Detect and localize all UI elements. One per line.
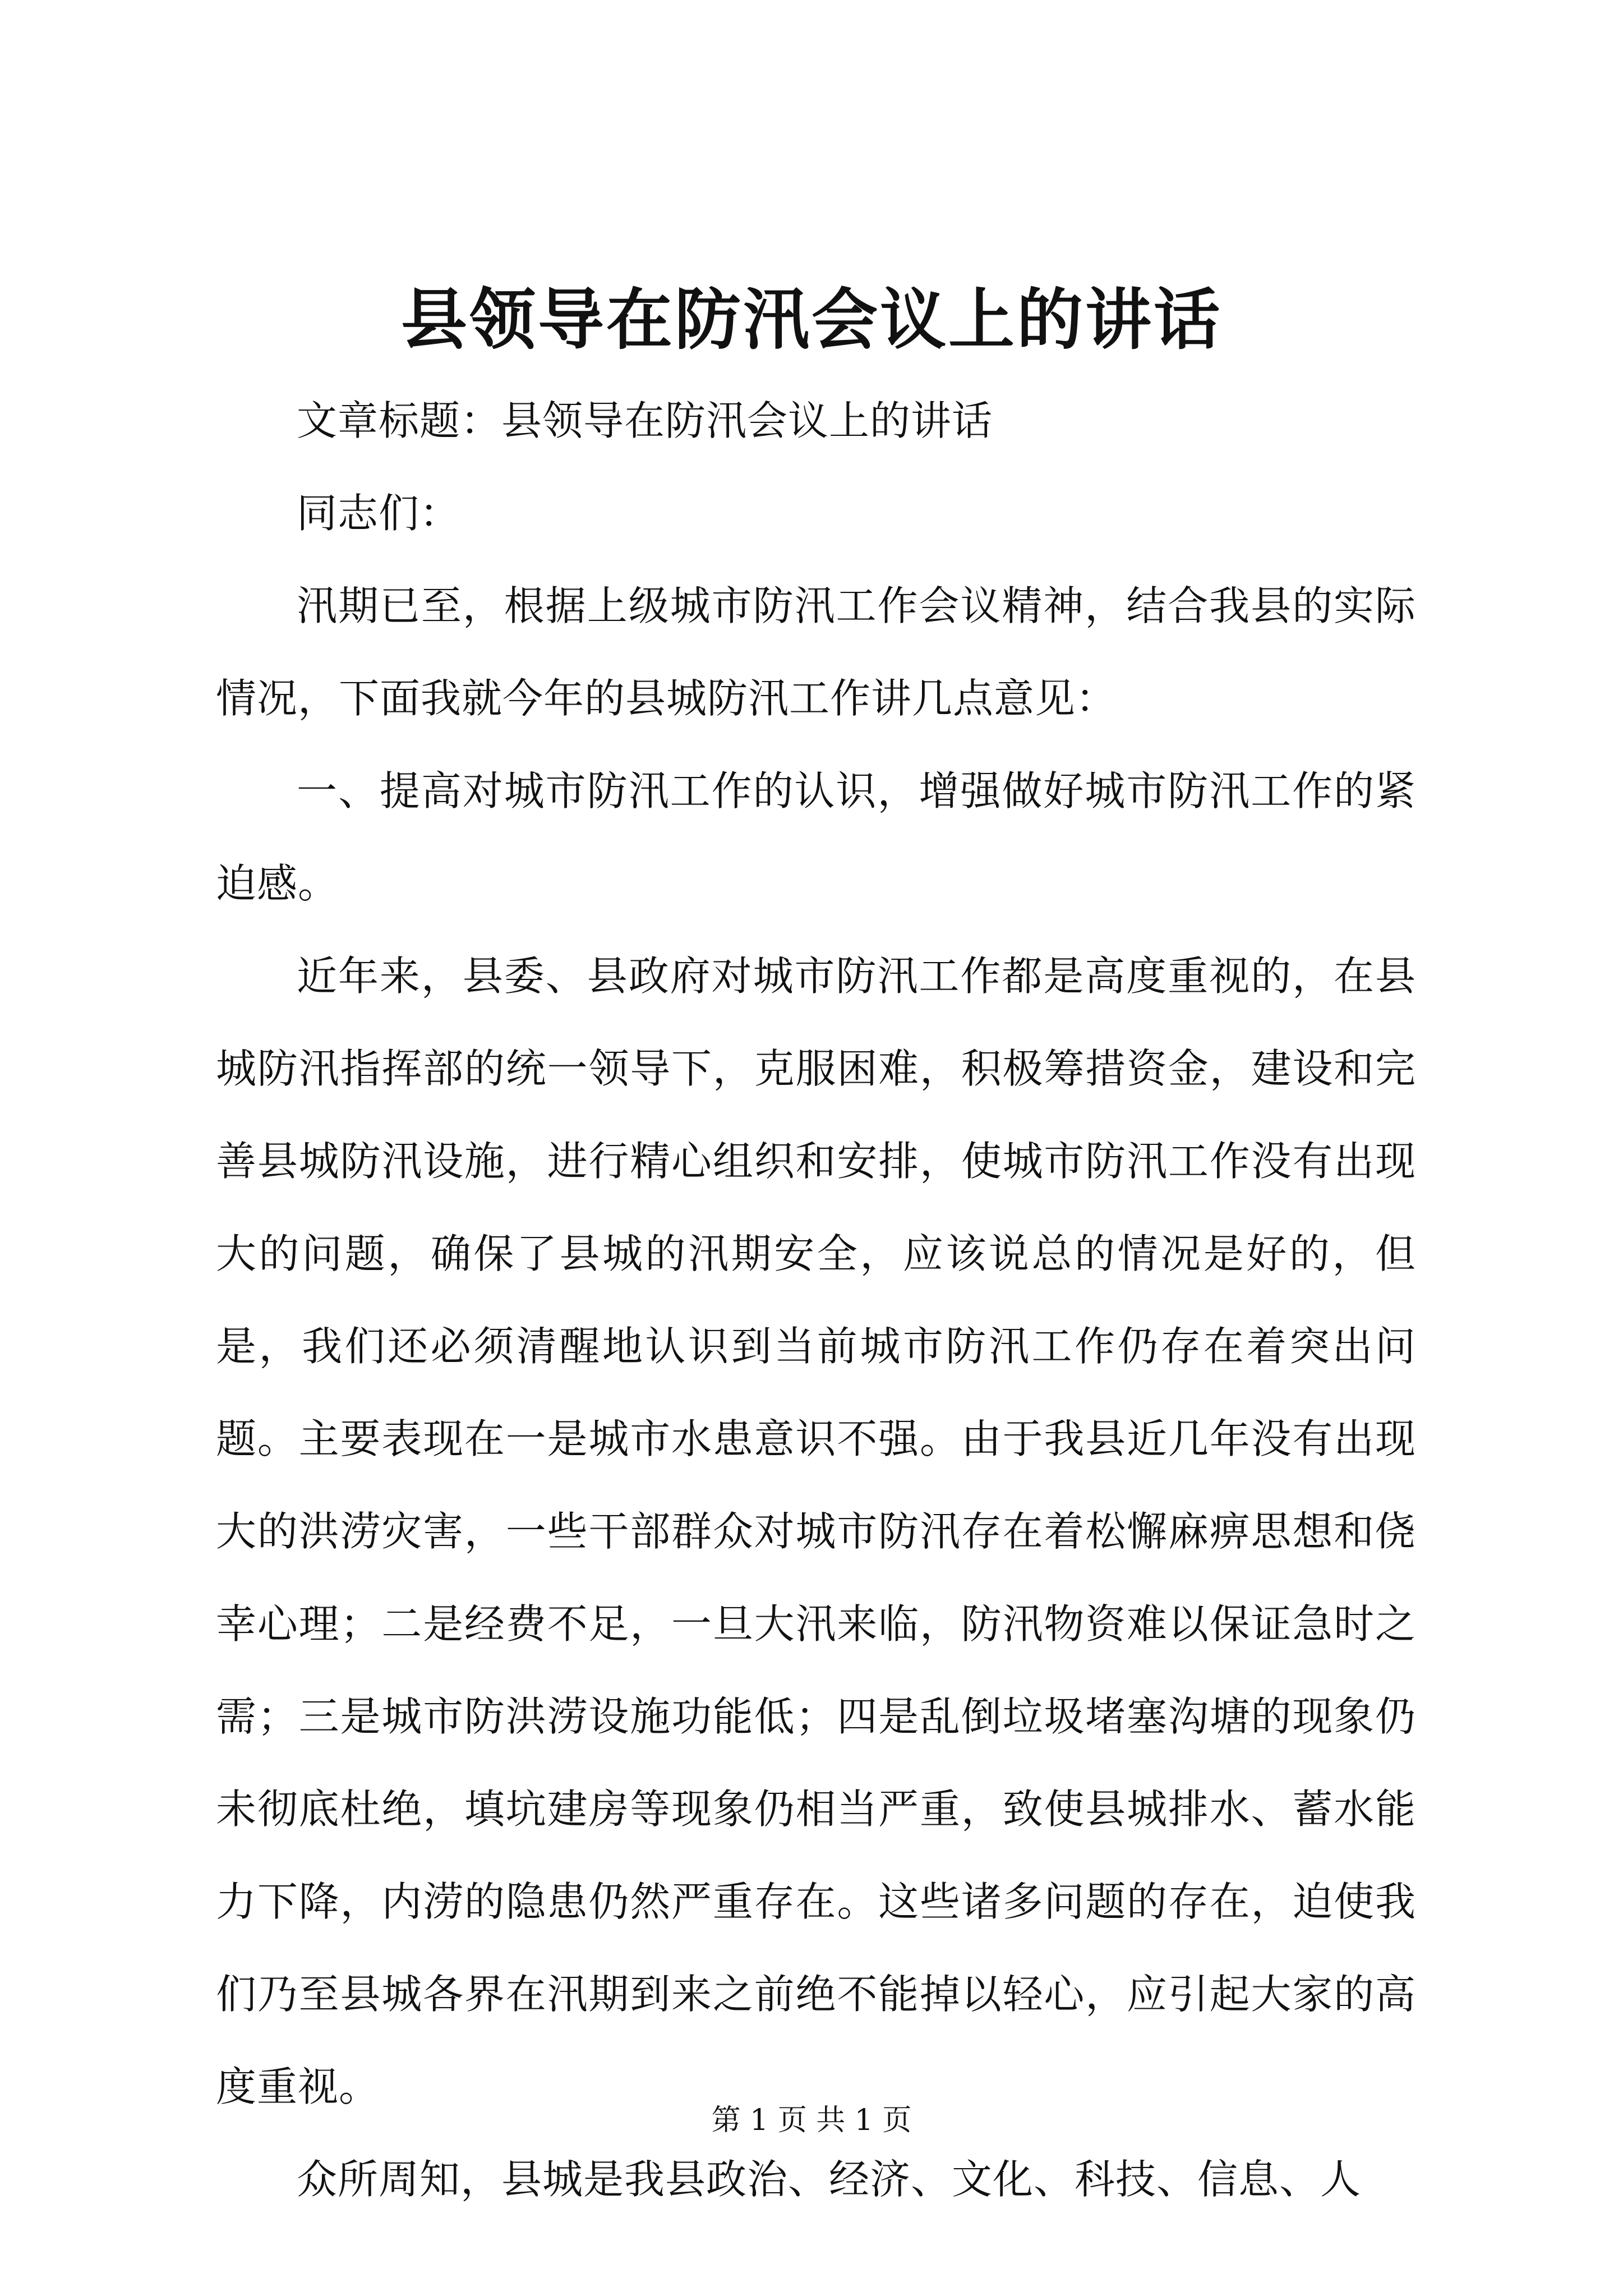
paragraph-salutation: 同志们： [297,490,461,537]
paragraph-intro: 汛期已至，根据上级城市防汛工作会议精神，结合我县的实际情况，下面我就今年的县城防汛工作讲几点意见： [216,582,1416,722]
document-title: 县领导在防汛会议上的讲话 [400,280,1222,358]
paragraph-article-title: 文章标题：县领导在防汛会议上的讲话 [297,397,993,444]
paragraph-continued: 众所周知，县城是我县政治、经济、文化、科技、信息、人 [297,2156,1362,2203]
document-body [216,375,1416,2226]
paragraph-main: 近年来，县委、县政府对城市防汛工作都是高度重视的，在县城防汛指挥部的统一领导下，克服困难，积极筹措资金，建设和完善县城防汛设施，进行精心组织和安排，使城市防汛工作没有出现大的问题，确保了县城的汛期安全，应该说总的情况是好的，但是，我们还必须清醒地认识到当前城市防汛工作仍存在着突出问题。主要表现在一是城市水患意识不强。由于我县近几年没有出现大的洪涝灾害，一些干部群众对城市防汛存在着松懈麻痹思想和侥幸心理；二是经费不足，一旦大汛来临，防汛物资难以保证急时之需；三是城市防洪涝设施功能低；四是乱倒垃圾堵塞沟塘的现象仍未彻底杜绝，填坑建房等现象仍相当严重，致使县城排水、蓄水能力下降，内涝的隐患仍然严重存在。这些诸多问题的存在，迫使我们乃至县城各界在汛期到来之前绝不能掉以轻心，应引起大家的高度重视。 [216,953,1416,2110]
page-footer: 第 1 页 共 1 页 [711,2104,912,2137]
paragraph-section-heading: 一、提高对城市防汛工作的认识，增强做好城市防汛工作的紧迫感。 [216,767,1416,907]
